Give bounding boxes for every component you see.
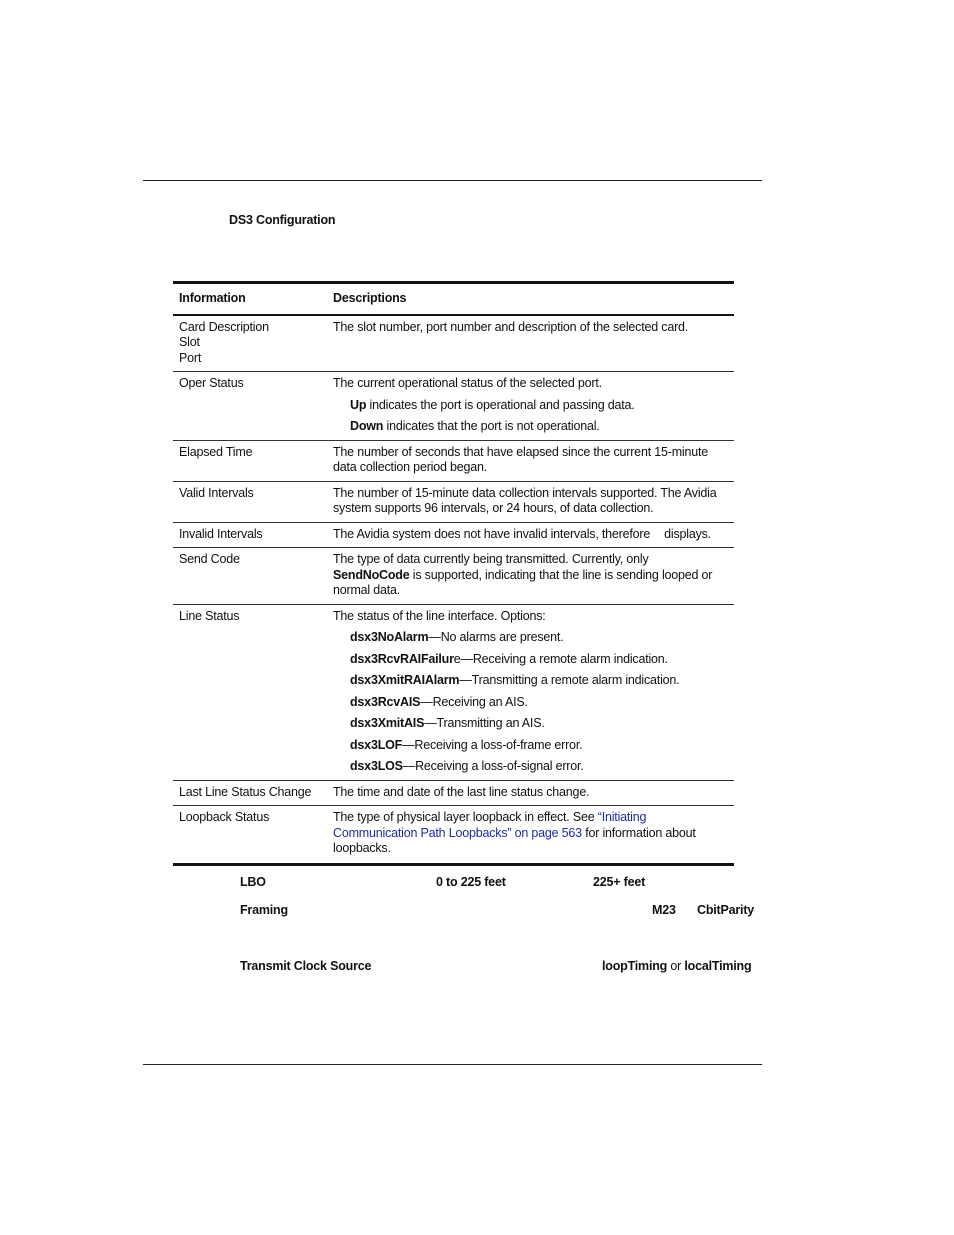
option-term: dsx3LOS: [350, 759, 403, 773]
row-label: Loopback Status: [179, 810, 270, 824]
clock-option-loop: loopTiming: [602, 959, 668, 973]
lbo-label: LBO: [240, 875, 266, 889]
option-item: [350, 695, 728, 711]
option-term: dsx3XmitRAIAlarm: [350, 673, 460, 687]
table-row: [173, 440, 734, 481]
option-text: —Transmitting a remote alarm indication.: [459, 673, 680, 687]
option-item: [350, 630, 728, 646]
line-status-desc: The status of the line interface. Options:: [333, 608, 546, 623]
row-label: Oper Status: [173, 372, 327, 441]
option-term: dsx3LOF: [350, 737, 403, 752]
framing-option-cbitparity: CbitParity: [697, 903, 755, 917]
table-row: [173, 315, 734, 372]
section-title: DS3 Configuration: [229, 213, 336, 227]
table-row: [173, 372, 734, 441]
header-descriptions: Descriptions: [327, 283, 734, 315]
option-term: Up: [350, 397, 367, 412]
option-item: [350, 673, 728, 689]
table-row: [173, 548, 734, 605]
oper-status-desc: The current operational status of the selected port.: [333, 376, 602, 390]
option-text: —Receiving a loss-of-frame error.: [402, 737, 583, 752]
row-description: [327, 522, 734, 548]
row-label: Elapsed Time: [173, 440, 327, 481]
row-label: Send Code: [173, 548, 327, 605]
ds3-info-table: [173, 281, 734, 866]
row-description: [327, 372, 734, 441]
framing-option-m23: M23: [652, 903, 676, 917]
row-description: The time and date of the last line status change.: [327, 780, 734, 806]
label-port: Port: [179, 350, 202, 365]
table-row: [173, 780, 734, 806]
option-term: dsx3RcvRAIFailur: [350, 651, 454, 666]
option-term: dsx3RcvAIS: [350, 694, 421, 709]
option-text: e—Receiving a remote alarm indication.: [453, 651, 668, 666]
row-description: The number of seconds that have elapsed since the current 15-minute data collection period began.: [327, 440, 734, 481]
table-row: [173, 806, 734, 865]
lbo-option-short: 0 to 225 feet: [436, 875, 506, 889]
option-item: [350, 398, 728, 414]
clock-or: or: [670, 959, 682, 973]
desc-part: for information about loopbacks.: [333, 825, 696, 855]
table-row: [173, 522, 734, 548]
row-label: Last Line Status Change: [173, 780, 327, 806]
desc-part: is supported, indicating that the line is sending looped or normal data.: [333, 567, 713, 597]
header-rule: [143, 180, 762, 181]
row-label: Line Status: [173, 604, 327, 780]
option-term: Down: [350, 419, 384, 433]
option-text: —Receiving a loss-of-signal error.: [402, 759, 584, 773]
framing-label: Framing: [240, 903, 288, 917]
option-text: —No alarms are present.: [428, 630, 564, 644]
header-information: Information: [173, 283, 327, 315]
desc-part: displays.: [664, 526, 711, 541]
option-text: —Transmitting an AIS.: [424, 716, 545, 730]
footer-rule: [143, 1064, 762, 1065]
option-text: —Receiving an AIS.: [420, 694, 528, 709]
table-header-row: [173, 283, 734, 315]
desc-part: The type of data currently being transmitted. Currently, only: [333, 552, 649, 566]
option-term: dsx3NoAlarm: [350, 630, 429, 644]
option-item: [350, 716, 728, 732]
row-label: Valid Intervals: [173, 481, 327, 522]
row-label: [173, 315, 327, 372]
row-description: The number of 15-minute data collection intervals supported. The Avidia system supports 96 intervals, or 24 hours, of data collection.: [327, 481, 734, 522]
option-item: [350, 738, 728, 754]
option-text: indicates the port is operational and passing data.: [366, 397, 635, 412]
desc-part: The type of physical layer loopback in effect. See: [333, 810, 598, 824]
option-item: [350, 419, 728, 435]
row-description: [327, 604, 734, 780]
label-card-description: Card Description: [179, 319, 269, 334]
label-slot: Slot: [179, 335, 200, 349]
option-text: indicates that the port is not operational.: [383, 419, 600, 433]
loopbacks-link[interactable]: “Initiating Communication Path Loopbacks” on page 563: [333, 810, 647, 840]
option-item: [350, 652, 728, 668]
option-term: dsx3XmitAIS: [350, 716, 425, 730]
row-label: Invalid Intervals: [173, 522, 327, 548]
desc-term: SendNoCode: [333, 567, 410, 582]
option-item: [350, 759, 728, 775]
table-row: [173, 604, 734, 780]
clock-option-local: localTiming: [684, 959, 752, 973]
lbo-option-long: 225+ feet: [593, 875, 646, 889]
row-description: [327, 806, 734, 865]
row-description: [327, 548, 734, 605]
table-row: [173, 481, 734, 522]
desc-part: The Avidia system does not have invalid intervals, therefore: [333, 526, 651, 541]
row-description: The slot number, port number and description of the selected card.: [327, 315, 734, 372]
transmit-clock-label: Transmit Clock Source: [240, 959, 372, 973]
transmit-clock-options: [602, 959, 751, 973]
